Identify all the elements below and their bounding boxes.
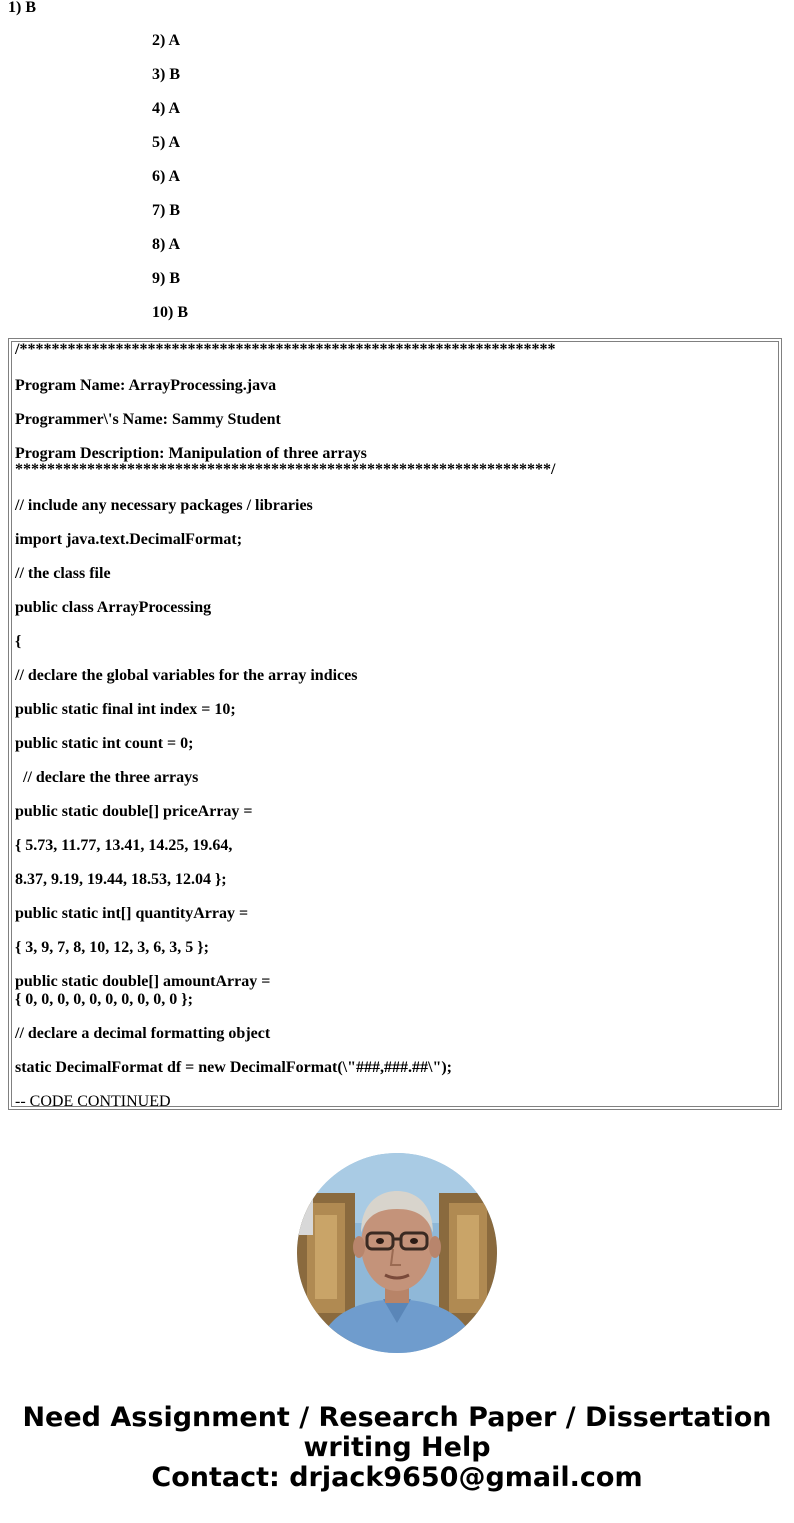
answer-item: 2) A [152, 32, 180, 49]
answer-item: 6) A [152, 168, 180, 185]
code-line: Program Description: Manipulation of three arrays [15, 445, 367, 462]
code-line: // declare the three arrays [15, 769, 199, 786]
code-line: public static final int index = 10; [15, 701, 236, 718]
author-avatar [297, 1153, 497, 1353]
promo-banner [0, 1403, 794, 1493]
code-line: { 3, 9, 7, 8, 10, 12, 3, 6, 3, 5 }; [15, 939, 209, 956]
code-continued-note: -- CODE CONTINUED [15, 1093, 171, 1110]
code-line: { [15, 633, 22, 650]
code-line: { 0, 0, 0, 0, 0, 0, 0, 0, 0, 0 }; [15, 991, 193, 1008]
promo-contact: Contact: drjack9650@gmail.com [151, 1462, 643, 1493]
answer-item: 1) B [8, 0, 36, 16]
code-line: public static double[] amountArray = [15, 973, 271, 990]
code-line: // include any necessary packages / libraries [15, 497, 313, 514]
code-line: public static int[] quantityArray = [15, 905, 249, 922]
code-line: Programmer\'s Name: Sammy Student [15, 411, 281, 428]
code-block-inner [11, 341, 779, 1110]
answer-item: 8) A [152, 236, 180, 253]
code-line: *******************************************************************/ [15, 461, 556, 478]
code-line: static DecimalFormat df = new DecimalFormat(\"###,###.##\"); [15, 1059, 452, 1076]
answer-item: 10) B [152, 304, 188, 321]
code-line: { 5.73, 11.77, 13.41, 14.25, 19.64, [15, 837, 233, 854]
promo-line: Need Assignment / Research Paper / Dissertation [22, 1402, 772, 1433]
code-line: Program Name: ArrayProcessing.java [15, 377, 277, 394]
code-line: // declare the global variables for the array indices [15, 667, 358, 684]
answer-item: 9) B [152, 270, 180, 287]
code-line: /******************************************************************* [15, 341, 556, 358]
code-line: // the class file [15, 565, 111, 582]
answer-item: 5) A [152, 134, 180, 151]
code-line: public class ArrayProcessing [15, 599, 212, 616]
code-block [8, 338, 782, 1110]
answer-item: 3) B [152, 66, 180, 83]
code-line: 8.37, 9.19, 19.44, 18.53, 12.04 }; [15, 871, 227, 888]
promo-line: writing Help [303, 1432, 491, 1463]
answer-item: 7) B [152, 202, 180, 219]
code-line: // declare a decimal formatting object [15, 1025, 271, 1042]
code-line: public static int count = 0; [15, 735, 194, 752]
code-line: import java.text.DecimalFormat; [15, 531, 243, 548]
code-line: public static double[] priceArray = [15, 803, 253, 820]
answer-item: 4) A [152, 100, 180, 117]
